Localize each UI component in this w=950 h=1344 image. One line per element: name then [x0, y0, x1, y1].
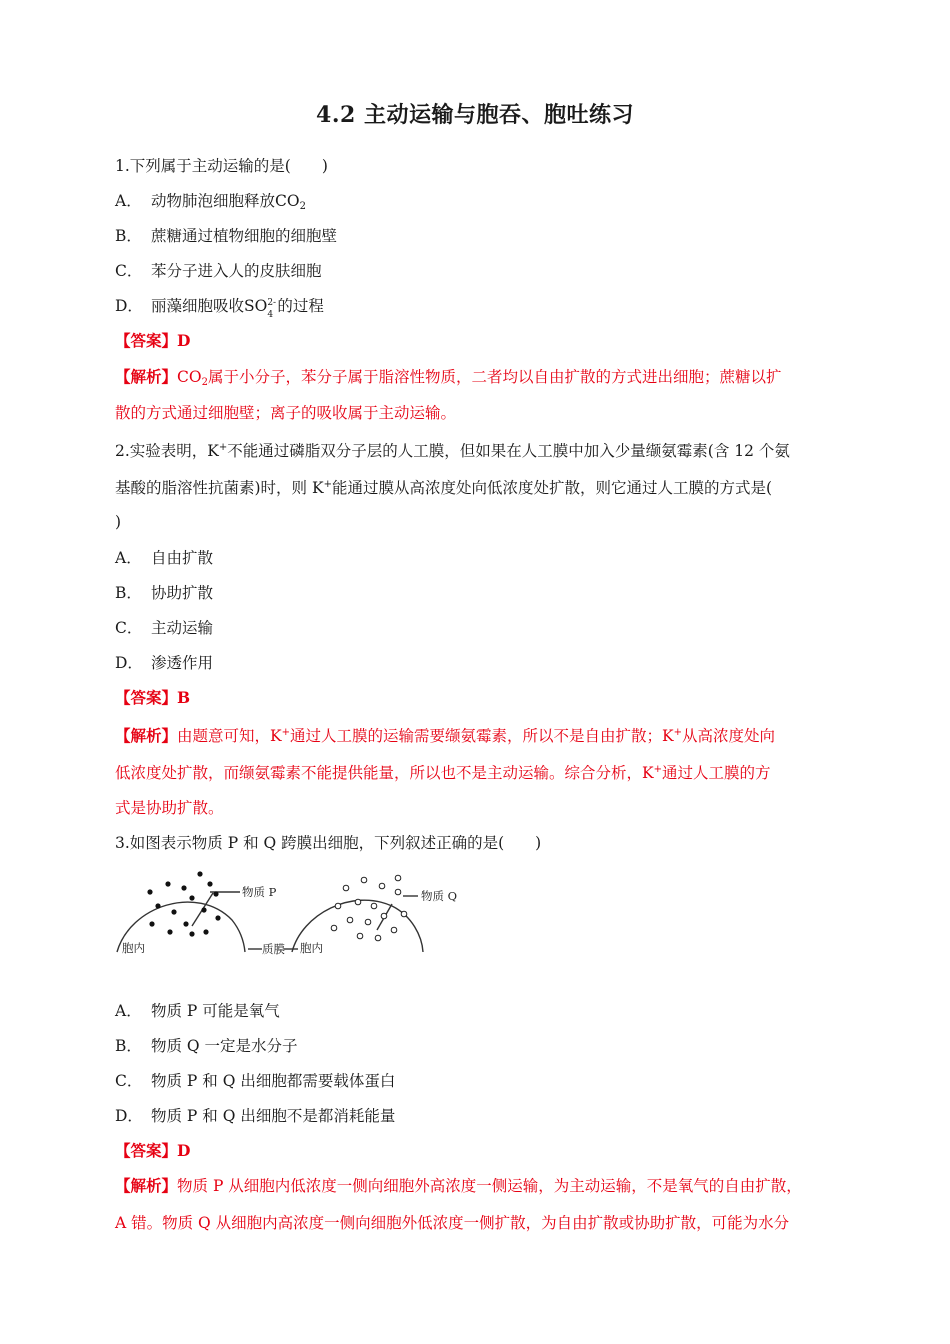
- q2-analysis-line-2: 低浓度处扩散，而缬氨霉素不能提供能量，所以也不是主动运输。综合分析，K+通过人工膜的方: [115, 764, 771, 782]
- membrane-transport-figure: [112, 866, 472, 966]
- label-substance-q: 物质 Q: [421, 889, 458, 903]
- label-inside-left: 胞内: [122, 941, 145, 955]
- q3-answer: 【答案】D: [115, 1141, 191, 1160]
- q2-analysis-line-1: 【解析】由题意可知，K+通过人工膜的运输需要缬氨霉素，所以不是自由扩散；K+从高浓度处向: [115, 726, 775, 745]
- question-1-stem: 1.下列属于主动运输的是( ): [115, 157, 328, 175]
- question-3-stem: 3.如图表示物质 P 和 Q 跨膜出细胞，下列叙述正确的是( ): [115, 834, 542, 852]
- page-title: 4.2 主动运输与胞吞、胞吐练习: [316, 102, 634, 128]
- substance-p-dots: [147, 871, 220, 936]
- q3-analysis-line-2: A 错。物质 Q 从细胞内高浓度一侧向细胞外低浓度一侧扩散，为自由扩散或协助扩散，可能为水分: [115, 1214, 790, 1232]
- q3-analysis-line-1: 【解析】物质 P 从细胞内低浓度一侧向细胞外高浓度一侧运输，为主动运输，不是氧气的自由扩散，: [115, 1176, 802, 1195]
- q2-analysis-line-3: 式是协助扩散。: [115, 799, 224, 817]
- q1-answer: 【答案】D: [115, 331, 191, 350]
- q2-option-b: B． 协助扩散: [115, 584, 214, 602]
- q2-option-c: C． 主动运输: [115, 619, 214, 637]
- q3-option-c: C． 物质 P 和 Q 出细胞都需要载体蛋白: [115, 1072, 396, 1090]
- q2-option-a: A． 自由扩散: [115, 549, 214, 567]
- q1-option-a: A． 动物肺泡细胞释放$CO_2$: [115, 192, 306, 212]
- q1-analysis-line-1: 【解析】$CO_2$属于小分子，苯分子属于脂溶性物质，二者均以自由扩散的方式进出细胞；蔗糖以扩: [115, 367, 782, 388]
- q1-option-b: B． 蔗糖通过植物细胞的细胞壁: [115, 227, 338, 245]
- label-substance-p: 物质 P: [242, 885, 277, 899]
- label-membrane: 质膜: [262, 942, 285, 956]
- question-2-stem-line-3: ): [115, 513, 122, 531]
- question-2-stem-line-2: 基酸的脂溶性抗菌素)时，则 K+能通过膜从高浓度处向低浓度处扩散，则它通过人工膜的方式是(: [115, 479, 773, 497]
- q1-analysis-line-2: 散的方式通过细胞壁；离子的吸收属于主动运输。: [115, 404, 457, 422]
- q1-option-d: D． 丽藻细胞吸收SO 2- 4 的过程: [115, 297, 324, 320]
- q2-option-d: D． 渗透作用: [115, 654, 214, 672]
- q3-option-d: D． 物质 P 和 Q 出细胞不是都消耗能量: [115, 1107, 396, 1125]
- q3-option-a: A． 物质 P 可能是氧气: [115, 1002, 280, 1020]
- question-2-stem-line-1: 2.实验表明，K+不能通过磷脂双分子层的人工膜，但如果在人工膜中加入少量缬氨霉素(含 12 个氨: [115, 442, 790, 460]
- q1-option-c: C． 苯分子进入人的皮肤细胞: [115, 262, 322, 280]
- label-inside-right: 胞内: [300, 941, 323, 955]
- q2-answer: 【答案】B: [115, 688, 191, 707]
- q3-option-b: B． 物质 Q 一定是水分子: [115, 1037, 298, 1055]
